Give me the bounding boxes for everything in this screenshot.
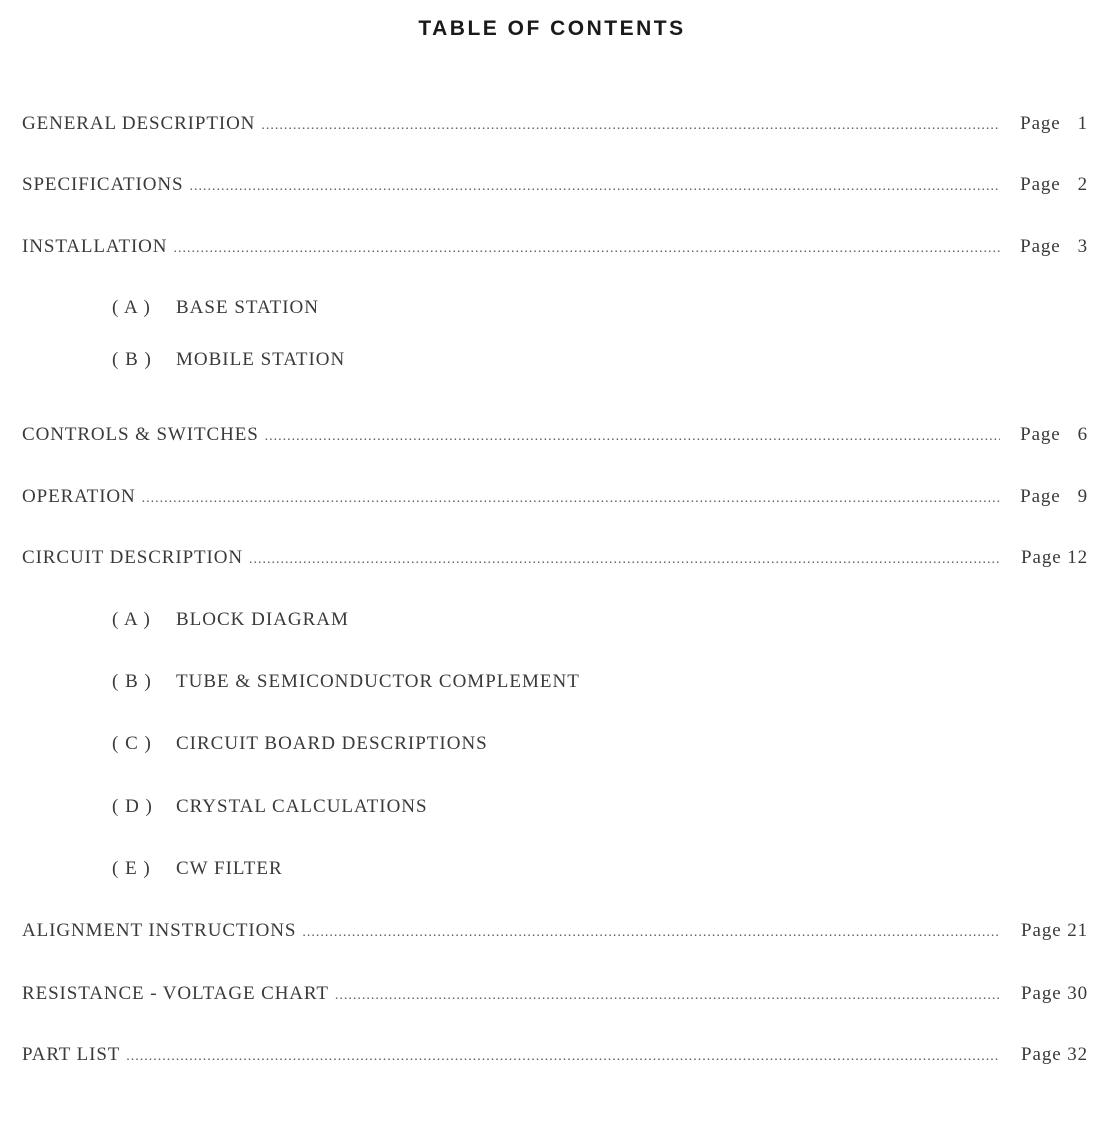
dot-leader (261, 118, 1000, 134)
entry-title: SPECIFICATIONS (22, 174, 184, 195)
subentry-title: CRYSTAL CALCULATIONS (176, 796, 428, 817)
dot-leader (335, 988, 1000, 1004)
subentry-title: TUBE & SEMICONDUCTOR COMPLEMENT (176, 671, 580, 692)
toc-subentry-mobile-station (112, 349, 345, 379)
subentry-letter: ( E ) (112, 858, 151, 879)
entry-title: INSTALLATION (22, 236, 168, 257)
page-number: Page 12 (1021, 547, 1088, 568)
page-title: TABLE OF CONTENTS (418, 17, 686, 40)
toc-entry-general-description (22, 113, 1088, 143)
page-number: Page 32 (1021, 1044, 1088, 1065)
entry-title: OPERATION (22, 486, 136, 507)
subentry-letter: ( D ) (112, 796, 153, 817)
subentry-letter: ( B ) (112, 671, 152, 692)
entry-title: PART LIST (22, 1044, 121, 1065)
page-number: Page 9 (1020, 486, 1088, 507)
toc-subentry-block-diagram (112, 609, 349, 639)
page-number: Page 2 (1020, 174, 1088, 195)
dot-leader (126, 1049, 1000, 1065)
toc-entry-controls-switches (22, 424, 1088, 454)
subentry-title: BLOCK DIAGRAM (176, 609, 349, 630)
entry-title: RESISTANCE - VOLTAGE CHART (22, 983, 329, 1004)
subentry-title: CIRCUIT BOARD DESCRIPTIONS (176, 733, 488, 754)
subentry-title: MOBILE STATION (176, 349, 346, 370)
page-number: Page 6 (1020, 424, 1088, 445)
page-number: Page 30 (1021, 983, 1088, 1004)
toc-entry-circuit-description (22, 547, 1088, 577)
page-number: Page 21 (1021, 920, 1088, 941)
entry-title: CIRCUIT DESCRIPTION (22, 547, 244, 568)
toc-entry-alignment-instructions (22, 920, 1088, 950)
toc-entry-specifications (22, 174, 1088, 204)
toc-entry-operation (22, 486, 1088, 516)
dot-leader (142, 491, 1000, 507)
dot-leader (189, 179, 1000, 195)
dot-leader (249, 552, 1000, 568)
entry-title: CONTROLS & SWITCHES (22, 424, 259, 445)
subentry-letter: ( B ) (112, 349, 152, 370)
dot-leader (173, 241, 1000, 257)
toc-entry-resistance-voltage-chart (22, 983, 1088, 1013)
subentry-title: CW FILTER (176, 858, 283, 879)
entry-title: GENERAL DESCRIPTION (22, 113, 256, 134)
dot-leader (302, 925, 1000, 941)
entry-title: ALIGNMENT INSTRUCTIONS (22, 920, 297, 941)
subentry-letter: ( C ) (112, 733, 152, 754)
toc-entry-installation (22, 236, 1088, 266)
toc-subentry-circuit-board (112, 733, 488, 763)
dot-leader (265, 429, 1000, 445)
toc-subentry-tube-semiconductor (112, 671, 580, 701)
subentry-letter: ( A ) (112, 609, 151, 630)
page-number: Page 1 (1020, 113, 1088, 134)
toc-subentry-cw-filter (112, 858, 283, 888)
toc-entry-part-list (22, 1044, 1088, 1074)
toc-subentry-crystal-calculations (112, 796, 428, 826)
toc-subentry-base-station (112, 297, 319, 327)
subentry-letter: ( A ) (112, 297, 151, 318)
subentry-title: BASE STATION (176, 297, 319, 318)
page-number: Page 3 (1020, 236, 1088, 257)
